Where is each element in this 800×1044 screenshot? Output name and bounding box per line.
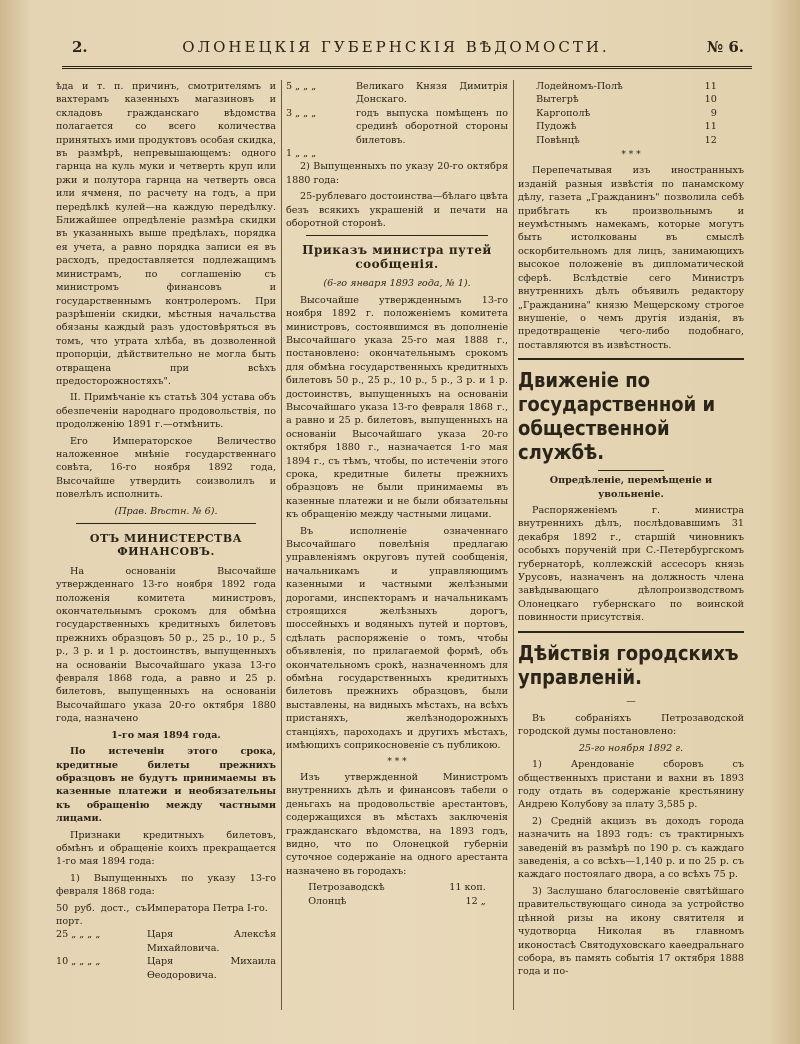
column-1 bbox=[56, 80, 276, 982]
column-3 bbox=[518, 80, 744, 982]
town-name: Лодейномъ-Полѣ bbox=[536, 81, 623, 92]
paragraph: Изъ утвержденной Министромъ внутреннихъ дѣлъ и финансовъ табели о деньгахъ на продовольствіе арестантовъ, содержащихся въ мѣстахъ заключенія гражданскаго вѣдомства, на 1893 годъ, видно, что по Олонецкой губерніи суточное содержаніе на одного арестанта назначено въ городахъ: bbox=[286, 771, 508, 877]
note-denomination: 3 „ „ „ bbox=[286, 107, 317, 119]
divider bbox=[598, 470, 664, 471]
divider bbox=[518, 631, 744, 633]
note-denomination: 25 „ „ „ „ bbox=[56, 929, 101, 941]
paragraph: 1) Арендованіе сборовъ съ общественныхъ пристани и вахни въ 1893 году отдать въ содержаніе крестьянину Андрею Колубову за плату 3,585 р. bbox=[518, 759, 744, 811]
town-value: 9 bbox=[710, 107, 717, 119]
note-description: Императора Петра I-го. bbox=[146, 902, 268, 914]
column-2 bbox=[286, 80, 508, 908]
table-row bbox=[56, 955, 276, 982]
town-value: 11 коп. bbox=[449, 882, 486, 894]
note-denomination: 10 „ „ „ „ bbox=[56, 956, 101, 968]
note-denomination: 50 руб. дост., съ порт. bbox=[56, 902, 147, 927]
paragraph: Высочайше утвержденнымъ 13-го ноября 1892 г. положеніемъ комитета министровъ, состоявшимся въ дополненіе Высочайшаго указа 25-го мая 1888 г., постановлено: окончательнымъ срокомъ для обмѣна государственныхъ кредитныхъ билетовъ 50 р., 25 р., 10 р., 5 р., 3 р. и 1 р. достоинствъ, выпущенныхъ на основаніи Высочайшаго указа 13-го февраля 1868 г., а равно и 25 р. билетовъ, выпущенныхъ на основаніи Высочайшаго указа 20-го октября 1880 г., назначается 1-го мая 1894 г., съ тѣмъ, чтобы, по истеченіи этого срока, кредитные билеты прежнихъ образцовъ не были принимаемы въ казенные платежи и не были обязательны къ обращенію между частными лицами. bbox=[286, 294, 508, 521]
table-row bbox=[536, 93, 717, 106]
paragraph: Его Императорское Величество наложенное мнѣніе государственнаго совѣта, 16-го ноября 1892 года, Высочайше утвердить соизволилъ и повелѣлъ исполнить. bbox=[56, 435, 276, 501]
note-denomination: 1 „ „ „ bbox=[286, 148, 317, 160]
note-description: годъ выпуска помѣщенъ по срединѣ оборотной стороны билетовъ. bbox=[356, 107, 508, 146]
section-heading: Дѣйствія городскихъ управленій. bbox=[518, 640, 739, 689]
note-description: Царя Алексѣя Михайловича. bbox=[146, 929, 276, 954]
town-name: Пудожѣ bbox=[536, 121, 577, 133]
page-header bbox=[40, 38, 752, 62]
separator-stars: * * * bbox=[621, 150, 641, 161]
paragraph: 2) Выпущенныхъ по указу 20-го октября 1880 года: bbox=[286, 161, 508, 186]
paragraph: На основаніи Высочайше утвержденнаго 13-го ноября 1892 года положенія комитета министровъ, окончательнымъ срокомъ для обмѣна государственныхъ кредитныхъ билетовъ прежнихъ образцовъ 50 р., 25 р., 10 р., 5 р., 3 р. и 1 р. достоинствъ, выпущенныхъ на основаніи Высочайшаго указа 13-го февраля 1868 года, а равно и 25 р. билетовъ, выпущенныхъ на основаніи Высочайшаго указа 20-го октября 1880 года, назначено bbox=[56, 565, 276, 725]
town-value: 10 bbox=[704, 94, 717, 106]
column-divider bbox=[281, 80, 282, 1010]
towns-table bbox=[308, 881, 486, 908]
paragraph: 3) Заслушано благословеніе святѣйшаго правительствующаго синода за устройство цѣнной ризы на икону святителя и чудотворца Николая въ главномъ иконостасѣ Святодуховскаго каѳедральнаго собора, въ память событія 17 октября 1888 года и по- bbox=[518, 885, 744, 978]
table-row bbox=[56, 928, 276, 955]
table-row bbox=[308, 881, 486, 894]
town-name: Петрозаводскѣ bbox=[308, 882, 385, 894]
table-row bbox=[286, 80, 508, 107]
towns-table bbox=[536, 80, 717, 147]
paragraph: Въ собраніяхъ Петрозаводской городской думы постановлено: bbox=[518, 713, 744, 738]
notes-table bbox=[56, 902, 276, 982]
town-value: 12 „ bbox=[465, 895, 486, 907]
paragraph: 25-рублеваго достоинства—бѣлаго цвѣта безъ всякихъ украшеній и печати на оборотной сторонѣ. bbox=[286, 191, 508, 230]
paragraph: Признаки кредитныхъ билетовъ, обмѣнъ и обращеніе коихъ прекращается 1-го мая 1894 года: bbox=[56, 829, 276, 868]
table-row bbox=[56, 902, 276, 929]
town-name: Олонцѣ bbox=[308, 895, 347, 907]
town-name: Каргополѣ bbox=[536, 107, 591, 119]
divider bbox=[76, 523, 256, 524]
note-denomination: 5 „ „ „ bbox=[286, 81, 317, 92]
paragraph: Въ исполненіе означеннаго Высочайшаго повелѣнія предлагаю управленіямъ округовъ путей сообщенія, начальникамъ и управляющимъ казенными и частными желѣзными дорогами, инспекторамъ и начальникамъ строящихся желѣзныхъ дорогъ, шоссейныхъ и водяныхъ путей и портовъ, сдѣлать распоряженіе о томъ, чтобы объявленія, по прилагаемой формѣ, объ окончательномъ срокѣ, назначенномъ для обмѣна государственныхъ кредитныхъ билетовъ прежнихъ образцовъ, были выставлены, на видныхъ мѣстахъ, на всѣхъ пристаняхъ, желѣзнодорожныхъ станціяхъ, пароходахъ и другихъ мѣстахъ, имѣющихъ соприкосновеніе съ публикою. bbox=[286, 525, 508, 752]
note-description: Великаго Князя Димитрія Донскаго. bbox=[356, 81, 508, 106]
section-heading: Приказъ министра путей сообщенія. bbox=[302, 243, 492, 271]
town-value: 11 bbox=[704, 121, 717, 133]
table-row bbox=[536, 134, 717, 147]
paragraph: 2) Средній акцизъ въ доходъ города назначить на 1893 годъ: съ трактирныхъ заведеній въ размѣрѣ по 190 р. съ каждаго заведенія, а со всѣхъ—1,140 р. и по 25 р. съ каждаго постоялаго двора, а со всѣхъ 75 р. bbox=[518, 815, 744, 881]
table-row bbox=[308, 895, 486, 908]
town-name: Вытегрѣ bbox=[536, 94, 579, 106]
subheading: (6-го января 1893 года, № 1). bbox=[323, 278, 471, 290]
separator-dash: — bbox=[626, 695, 636, 707]
subheading: Опредѣленіе, перемѣщеніе и увольненіе. bbox=[549, 475, 713, 500]
town-value: 11 bbox=[704, 81, 717, 92]
page-number: 2. bbox=[72, 38, 88, 56]
header-rule bbox=[62, 66, 752, 71]
table-row bbox=[536, 107, 717, 120]
table-row bbox=[536, 80, 717, 93]
separator-stars: * * * bbox=[387, 756, 407, 767]
table-row bbox=[286, 147, 508, 160]
paragraph: По истеченіи этого срока, кредитные билеты прежнихъ образцовъ не будутъ принимаемы въ казенные платежи и необязательны къ обращенію между частными лицами. bbox=[56, 746, 276, 825]
town-value: 12 bbox=[704, 134, 717, 146]
paragraph: Распоряженіемъ г. министра внутреннихъ дѣлъ, послѣдовавшимъ 31 декабря 1892 г., старшій чиновникъ особыхъ порученій при С.-Петербургскомъ губернаторѣ, коллежскій ассесоръ князь Урусовъ, назначенъ на должность члена завѣдывающаго дѣлопроизводствомъ Олонецкаго губернскаго по воинской повинности присутствія. bbox=[518, 504, 744, 624]
source-note: (Прав. Вѣстн. № 6). bbox=[114, 505, 218, 517]
note-description: Царя Михаила Ѳеодоровича. bbox=[146, 956, 276, 981]
section-heading: Движеніе по государственной и общественной службѣ. bbox=[518, 368, 716, 465]
newspaper-title: ОЛОНЕЦКІЯ ГУБЕРНСКІЯ ВѢДОМОСТИ. bbox=[182, 38, 610, 56]
table-row bbox=[286, 107, 508, 147]
paragraph: ѣда и т. п. причинъ, смотрителямъ и вахтерамъ казенныхъ магазиновъ и складовъ гражданскаго вѣдомства полагается со всего количества принятыхъ ими продуктовъ особая скидка, въ размѣрѣ, непревышающемъ: одного гарнца на куль муки и четверть круп или ржи и полутора гарнца на четверть овса или ячменя, по расчету на годъ, а при передѣлкѣ кулей—на каждую передѣлку. Ближайшее опредѣленіе размѣра скидки въ указанныхъ выше предѣлахъ, порядка ея учета, а равно порядка записи ея въ расходъ, предоставляется подлежащимъ министрамъ, по соглашенію съ министромъ финансовъ и государственнымъ контролеромъ. При разрѣшеніи скидки, мѣстныя начальства обязаны каждый разъ удостовѣряться въ томъ, что утрата хлѣба, въ дозволенной пропорціи, дѣйствительно не могла быть отвращена при всѣхъ предосторожностяхъ". bbox=[56, 81, 276, 387]
table-row bbox=[536, 120, 717, 133]
divider bbox=[518, 358, 744, 360]
note-description bbox=[356, 147, 508, 160]
notes-table bbox=[286, 80, 508, 160]
issue-number: № 6. bbox=[706, 38, 744, 56]
paragraph: II. Примѣчаніе къ статьѣ 304 устава объ обезпеченіи народнаго продовольствія, по продолженію 1891 г.—отмѣнить. bbox=[56, 392, 276, 431]
paragraph: Перепечатывая изъ иностранныхъ изданій разныя извѣстія по панамскому дѣлу, газета „Гражданинъ" позволила себѣ прибѣгать къ произвольнымъ и неумѣстнымъ намекамъ, которые могутъ быть истолкованы въ смыслѣ оскорбительномъ для лицъ, занимающихъ высокое положеніе въ дипломатической сферѣ. Вслѣдствіе сего Министръ внутреннихъ дѣлъ объявилъ редактору „Гражданина" князю Мещерскому строгое внушеніе, о чемъ другія изданія, въ предотвращеніе чего-либо подобнаго, поставляются въ извѣстность. bbox=[518, 165, 744, 351]
date-line: 1-го мая 1894 года. bbox=[111, 729, 221, 741]
divider bbox=[306, 235, 488, 236]
town-name: Повѣнцѣ bbox=[536, 134, 580, 146]
column-divider bbox=[513, 80, 514, 1010]
date-line: 25-го ноября 1892 г. bbox=[578, 742, 684, 754]
paragraph: 1) Выпущенныхъ по указу 13-го февраля 1868 года: bbox=[56, 872, 276, 898]
section-heading: ОТЪ МИНИСТЕРСТВА ФИНАНСОВЪ. bbox=[89, 532, 243, 559]
